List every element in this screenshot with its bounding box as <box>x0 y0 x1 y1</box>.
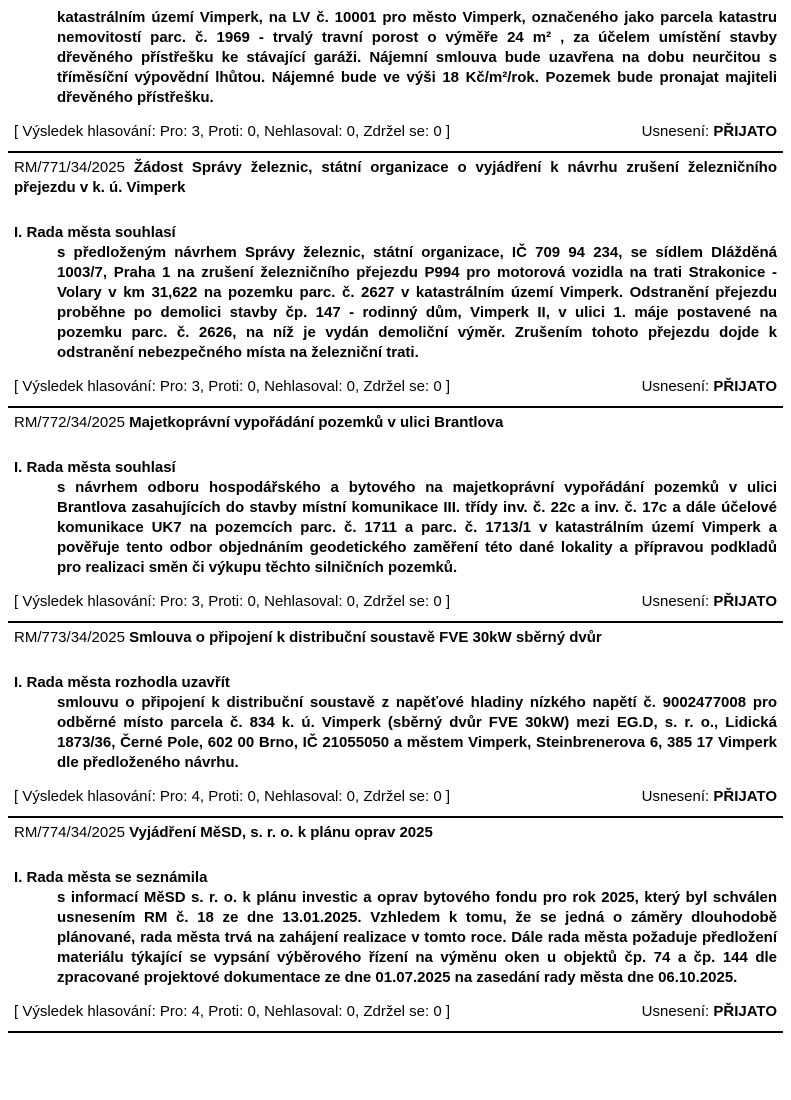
resolution-value: PŘIJATO <box>713 1003 777 1020</box>
resolution-body: katastrálním území Vimperk, na LV č. 10001 pro město Vimperk, označeného jako parcela katastru nemovitostí parc. č. 1969 - trvalý travní porost o výměře 24 m² , za účelem umístění stavby dřevěného přístřešku ke stávající garáži. Nájemní smlouva bude uzavřena na dobu neurčitou s tříměsíční výpovědní lhůtou. Nájemné bude ve výši 18 Kč/m²/rok. Pozemek bude pronajat majiteli dřevěného přístřešku. <box>57 9 777 106</box>
resolution-body: s návrhem odboru hospodářského a bytového na majetkoprávní vypořádání pozemků v ulici Brantlova zasahujících do stavby místní komunikace III. třídy inv. č. 22c a inv. č. 17c a dále účelové komunikace UK7 na pozemcích parc. č. 1711 a parc. č. 1713/1 v katastrálním území Vimperk a pověřuje tento odbor objednáním geodetického zaměření této dané lokality a přípravou podkladů pro realizaci směn či výkupu těchto silničních pozemků. <box>57 479 777 576</box>
separator-rule <box>8 816 783 818</box>
resolution-label: Usnesení: <box>641 1003 710 1020</box>
separator-rule <box>8 151 783 153</box>
resolution-section-773 <box>14 628 777 807</box>
resolution-section-intro <box>14 8 777 142</box>
resolution-status <box>642 122 777 142</box>
separator-rule <box>8 406 783 408</box>
resolution-body: s informací MěSD s. r. o. k plánu investic a oprav bytového fondu pro rok 2025, který byl schválen usnesením RM č. 18 ze dne 13.01.2025. Vzhledem k tomu, že se jedná o záměry dlouhodobě plánované, rada města trvá na zahájení realizace v tomto roce. Dále rada města požaduje předložení materiálu týkající se vypsání výběrového řízení na výměnu oken u objektů čp. 74 a čp. 144 dle zpracované projektové dokumentace ze dne 01.07.2025 na zasedání rady města dne 06.10.2025. <box>57 889 777 986</box>
section-heading: I. Rada města souhlasí <box>14 459 176 476</box>
vote-result-text: [ Výsledek hlasování: Pro: 4, Proti: 0, Nehlasoval: 0, Zdržel se: 0 ] <box>14 788 451 805</box>
resolution-label: Usnesení: <box>641 378 710 395</box>
resolution-status <box>642 592 777 612</box>
vote-row <box>14 377 777 397</box>
vote-row <box>14 787 777 807</box>
resolution-label: Usnesení: <box>641 788 710 805</box>
vote-row <box>14 1002 777 1022</box>
section-title-line <box>14 413 777 433</box>
section-heading: I. Rada města rozhodla uzavřít <box>14 674 230 691</box>
resolution-section-771 <box>14 158 777 397</box>
vote-row <box>14 592 777 612</box>
resolution-status <box>642 377 777 397</box>
section-title-line <box>14 158 777 198</box>
resolution-value: PŘIJATO <box>713 788 777 805</box>
section-number: RM/772/34/2025 <box>14 414 125 431</box>
section-title: Smlouva o připojení k distribuční soustavě FVE 30kW sběrný dvůr <box>129 629 602 646</box>
resolution-status <box>642 1002 777 1022</box>
vote-row <box>14 122 777 142</box>
section-title: Žádost Správy železnic, státní organizace o vyjádření k návrhu zrušení železničního přejezdu v k. ú. Vimperk <box>14 159 777 196</box>
section-heading: I. Rada města se seznámila <box>14 869 208 886</box>
section-number: RM/773/34/2025 <box>14 629 125 646</box>
section-heading: I. Rada města souhlasí <box>14 224 176 241</box>
resolution-label: Usnesení: <box>641 593 710 610</box>
resolution-label: Usnesení: <box>641 123 710 140</box>
vote-result-text: [ Výsledek hlasování: Pro: 3, Proti: 0, Nehlasoval: 0, Zdržel se: 0 ] <box>14 593 451 610</box>
resolution-value: PŘIJATO <box>713 378 777 395</box>
separator-rule <box>8 621 783 623</box>
section-number: RM/774/34/2025 <box>14 824 125 841</box>
section-title: Majetkoprávní vypořádání pozemků v ulici Brantlova <box>129 414 504 431</box>
separator-rule <box>8 1031 783 1033</box>
resolution-section-774 <box>14 823 777 1022</box>
resolution-body: s předloženým návrhem Správy železnic, státní organizace, IČ 709 94 234, se sídlem Dlážděná 1003/7, Praha 1 na zrušení železničního přejezdu P994 pro motorová vozidla na trati Strakonice - Volary v km 31,622 na pozemku parc. č. 2627 v katastrálním území Vimperk. Odstranění přejezdu proběhne po demolici stavby čp. 147 - rodinný dům, Vimperk II, v ulici 1. máje postavené na pozemku parc. č. 2626, na níž je vydán demoliční výměr. Zrušením tohoto přejezdu dojde k odstranění nebezpečného místa na železniční trati. <box>57 244 777 361</box>
resolution-value: PŘIJATO <box>713 123 777 140</box>
resolution-section-772 <box>14 413 777 612</box>
resolution-value: PŘIJATO <box>713 593 777 610</box>
section-title-line <box>14 628 777 648</box>
resolution-status <box>642 787 777 807</box>
section-number: RM/771/34/2025 <box>14 159 125 176</box>
resolution-body: smlouvu o připojení k distribuční soustavě z napěťové hladiny nízkého napětí č. 9002477008 pro odběrné místo parcela č. 834 k. ú. Vimperk (sběrný dvůr FVE 30kW) mezi EG.D, s. r. o., Lidická 1873/36, Černé Pole, 602 00 Brno, IČ 21055050 a městem Vimperk, Steinbrenerova 6, 385 17 Vimperk dle předloženého návrhu. <box>57 694 777 771</box>
vote-result-text: [ Výsledek hlasování: Pro: 4, Proti: 0, Nehlasoval: 0, Zdržel se: 0 ] <box>14 1003 451 1020</box>
vote-result-text: [ Výsledek hlasování: Pro: 3, Proti: 0, Nehlasoval: 0, Zdržel se: 0 ] <box>14 123 451 140</box>
vote-result-text: [ Výsledek hlasování: Pro: 3, Proti: 0, Nehlasoval: 0, Zdržel se: 0 ] <box>14 378 451 395</box>
section-title-line <box>14 823 777 843</box>
section-title: Vyjádření MěSD, s. r. o. k plánu oprav 2025 <box>129 824 433 841</box>
